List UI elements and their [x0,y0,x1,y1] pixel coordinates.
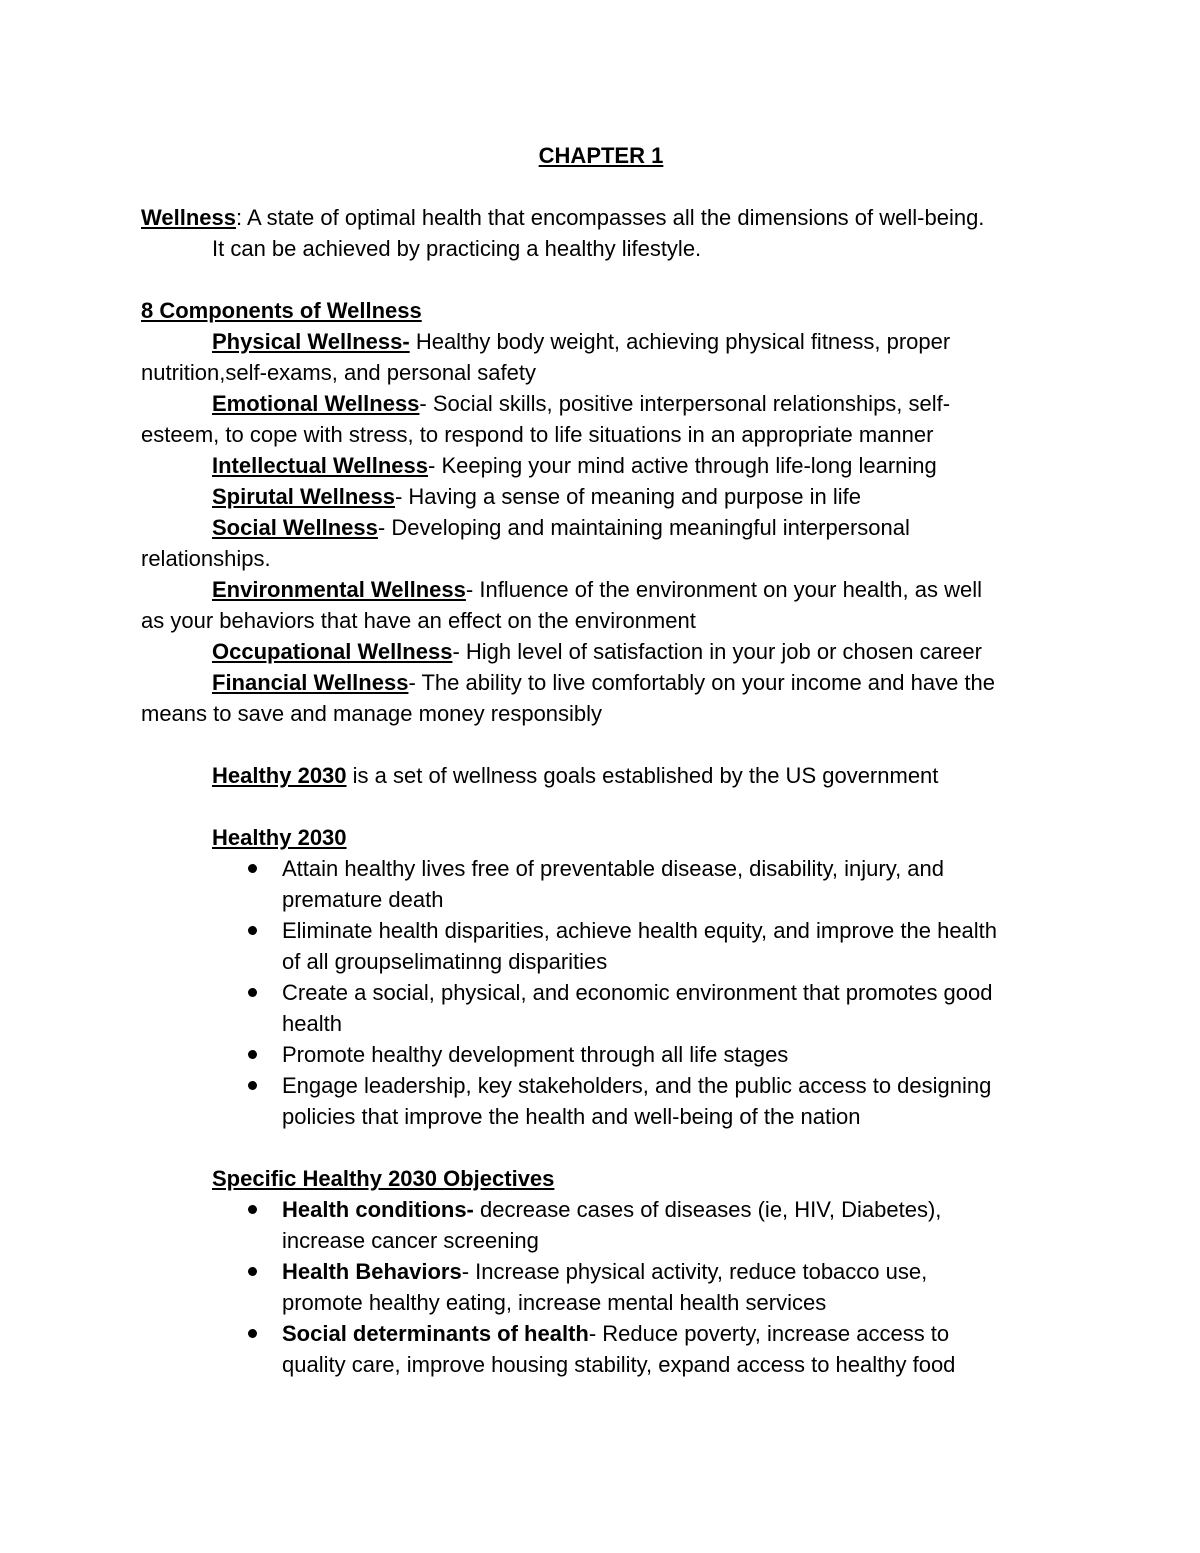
component-item [141,388,1061,450]
component-term: Emotional Wellness [212,391,420,416]
objective-list-item [282,1194,1061,1256]
component-item [141,512,1061,574]
component-term: Occupational Wellness [212,639,453,664]
goal-text: Engage leadership, key stakeholders, and the public access to designing [282,1073,992,1098]
bullet-icon [248,1205,257,1214]
component-desc: - Influence of the environment on your health, as well [465,577,982,602]
component-desc: Healthy body weight, achieving physical fitness, proper [409,329,951,354]
healthy2030-intro [141,760,1061,791]
goal-list-item [282,915,1061,977]
components-list [141,326,1061,729]
objective-term: Health Behaviors [282,1259,462,1284]
objective-desc-cont: promote healthy eating, increase mental health services [282,1290,827,1315]
healthy2030-intro-text: is a set of wellness goals established by the US government [346,763,939,788]
goal-list-item [282,1070,1061,1132]
component-term: Social Wellness [212,515,378,540]
component-desc: - Keeping your mind active through life-long learning [428,453,937,478]
component-desc-cont: esteem, to cope with stress, to respond to life situations in an appropriate manner [141,422,934,447]
bullet-icon [248,988,257,997]
wellness-term: Wellness [141,205,236,230]
component-desc-cont: as your behaviors that have an effect on the environment [141,608,696,633]
document-page [141,140,1061,1380]
component-item [141,481,1061,512]
goal-list-item [282,853,1061,915]
wellness-definition-cont: It can be achieved by practicing a healthy lifestyle. [212,236,702,261]
healthy2030-goals-list [141,853,1061,1132]
component-term: Environmental Wellness [212,577,466,602]
bullet-icon [248,1050,257,1059]
wellness-definition-text: : A state of optimal health that encompasses all the dimensions of well-being. [235,205,985,230]
objective-desc-cont: increase cancer screening [282,1228,539,1253]
component-item [141,636,1061,667]
bullet-icon [248,1267,257,1276]
goal-text: Promote healthy development through all life stages [282,1042,789,1067]
objectives-list [141,1194,1061,1380]
component-term: Spirutal Wellness [212,484,395,509]
bullet-icon [248,1081,257,1090]
component-desc: - Social skills, positive interpersonal relationships, self- [419,391,951,416]
objective-term: Social determinants of health [282,1321,589,1346]
components-heading: 8 Components of Wellness [141,298,422,323]
objective-term: Health conditions- [282,1197,474,1222]
component-term: Physical Wellness- [212,329,410,354]
objective-desc: - Increase physical activity, reduce tobacco use, [461,1259,928,1284]
goal-list-item [282,1039,1061,1070]
goal-text-cont: policies that improve the health and well-being of the nation [282,1104,861,1129]
objective-desc-cont: quality care, improve housing stability, expand access to healthy food [282,1352,956,1377]
component-desc: - High level of satisfaction in your job or chosen career [452,639,982,664]
component-item [141,450,1061,481]
goal-list-item [282,977,1061,1039]
component-desc-cont: relationships. [141,546,271,571]
bullet-icon [248,926,257,935]
component-item [141,667,1061,729]
component-desc: - The ability to live comfortably on your income and have the [408,670,996,695]
goal-text: Eliminate health disparities, achieve health equity, and improve the health [282,918,998,943]
component-desc-cont: means to save and manage money responsibly [141,701,603,726]
healthy2030-heading: Healthy 2030 [212,825,347,850]
wellness-definition [141,202,1061,233]
bullet-icon [248,864,257,873]
component-desc: - Developing and maintaining meaningful interpersonal [377,515,910,540]
component-term: Financial Wellness [212,670,409,695]
objective-desc: decrease cases of diseases (ie, HIV, Diabetes), [473,1197,942,1222]
component-term: Intellectual Wellness [212,453,429,478]
objective-desc: - Reduce poverty, increase access to [588,1321,950,1346]
goal-text: Attain healthy lives free of preventable disease, disability, injury, and [282,856,944,881]
goal-text-cont: of all groupselimatinng disparities [282,949,608,974]
objective-list-item [282,1318,1061,1380]
component-item [141,574,1061,636]
component-desc: - Having a sense of meaning and purpose in life [394,484,861,509]
goal-text: Create a social, physical, and economic environment that promotes good [282,980,993,1005]
objective-list-item [282,1256,1061,1318]
component-item [141,326,1061,388]
bullet-icon [248,1329,257,1338]
healthy2030-intro-term: Healthy 2030 [212,763,347,788]
objectives-heading: Specific Healthy 2030 Objectives [212,1166,555,1191]
goal-text-cont: health [282,1011,342,1036]
chapter-title: CHAPTER 1 [538,143,664,168]
component-desc-cont: nutrition,self-exams, and personal safety [141,360,536,385]
goal-text-cont: premature death [282,887,444,912]
